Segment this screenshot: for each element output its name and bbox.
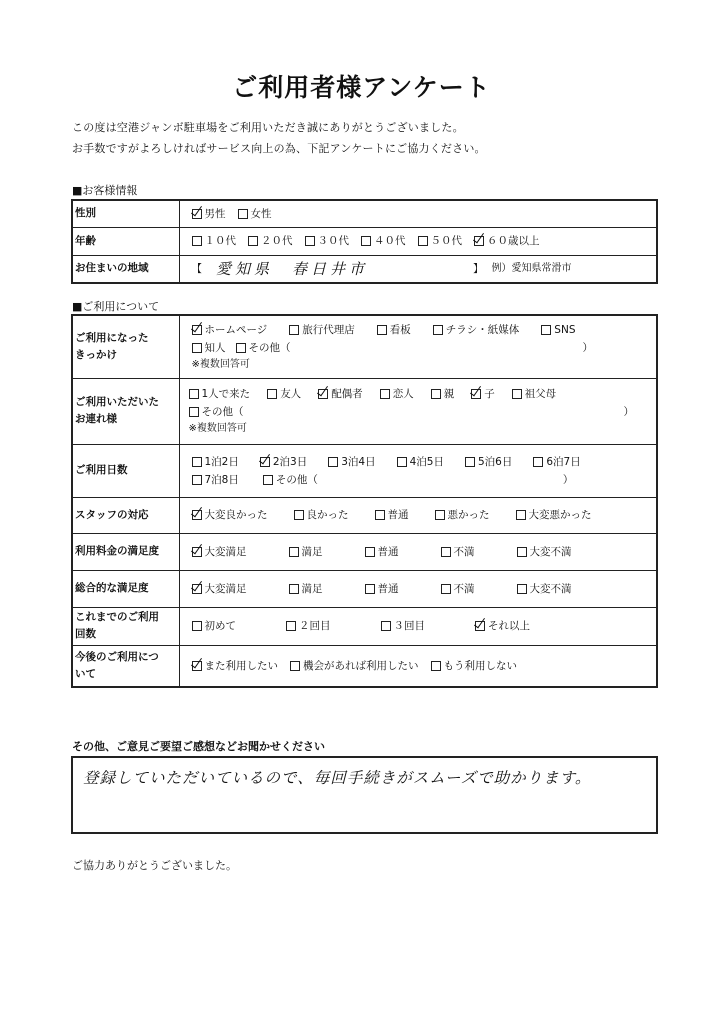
checkbox-label: 1人で来た — [201, 388, 251, 400]
staff-options — [192, 506, 657, 524]
days-options-line2-items — [192, 471, 318, 489]
checkbox-label: 悪かった — [447, 509, 490, 521]
checkbox-option[interactable] — [431, 385, 455, 403]
checkbox-label: チラシ・紙媒体 — [445, 323, 520, 336]
checkbox-label: 7泊8日 — [204, 473, 239, 486]
checkbox-label: 2泊3日 — [272, 455, 308, 468]
checkbox-icon[interactable] — [517, 547, 527, 557]
checkbox-label: 大変不満 — [529, 545, 572, 558]
checked-checkbox-icon[interactable] — [260, 457, 270, 467]
checkbox-option[interactable] — [397, 453, 444, 471]
checkbox-label: 友人 — [280, 388, 302, 400]
checkbox-option[interactable] — [236, 339, 291, 357]
checkbox-option[interactable] — [192, 232, 237, 250]
checkbox-icon[interactable] — [381, 621, 391, 631]
checkbox-option[interactable] — [289, 580, 323, 598]
history-label-line1: これまでのご利用 — [75, 611, 159, 623]
age-label: 年齢 — [72, 227, 179, 255]
checkbox-option[interactable] — [290, 657, 419, 675]
checkbox-label: 普通 — [377, 582, 399, 595]
checkbox-icon[interactable] — [431, 661, 441, 671]
checkbox-option[interactable] — [192, 453, 239, 471]
checkbox-icon[interactable] — [465, 457, 475, 467]
checkbox-icon[interactable] — [192, 343, 202, 353]
checkbox-option[interactable] — [517, 580, 572, 598]
companions-options-line1 — [189, 385, 657, 403]
checkbox-option[interactable] — [248, 232, 293, 250]
checkbox-label: 看板 — [389, 323, 411, 336]
checkbox-icon[interactable] — [418, 236, 428, 246]
checked-checkbox-icon[interactable] — [475, 621, 485, 631]
checkbox-label: ６０歳以上 — [487, 235, 540, 247]
checkbox-label: 初めて — [204, 620, 236, 632]
checkbox-option[interactable] — [318, 385, 363, 403]
checkbox-icon[interactable] — [289, 325, 299, 335]
checkbox-label: 機会があれば利用したい — [303, 659, 419, 672]
checkbox-option[interactable] — [365, 580, 399, 598]
companions-options-line2 — [189, 403, 657, 421]
checked-checkbox-icon[interactable] — [318, 389, 328, 399]
checkbox-label: 満足 — [301, 582, 323, 595]
price-options — [192, 543, 657, 561]
checkbox-option[interactable] — [192, 471, 239, 489]
checkbox-option[interactable] — [305, 232, 350, 250]
checkbox-label: 大変不満 — [529, 582, 572, 595]
days-label: ご利用日数 — [72, 444, 179, 497]
comments-heading: その他、ご意見ご要望ご感想などお聞かせください — [72, 740, 325, 753]
usage-table — [71, 314, 658, 688]
checkbox-label: ２０代 — [261, 235, 293, 247]
checked-checkbox-icon[interactable] — [192, 209, 202, 219]
checkbox-option[interactable] — [517, 543, 572, 561]
checkbox-label: 良かった — [306, 509, 349, 521]
future-label-line2: いて — [75, 667, 96, 680]
checkbox-option[interactable] — [441, 543, 475, 561]
checkbox-label: ５０代 — [430, 235, 462, 247]
gender-label: 性別 — [72, 200, 179, 227]
checkbox-option[interactable] — [192, 205, 226, 223]
history-options — [192, 617, 657, 635]
checkbox-option[interactable] — [365, 543, 399, 561]
checkbox-label: 祖父母 — [524, 388, 557, 400]
checkbox-icon[interactable] — [267, 389, 277, 399]
checkbox-icon[interactable] — [263, 475, 273, 485]
checkbox-label: 大変良かった — [204, 509, 268, 521]
price-label: 利用料金の満足度 — [72, 533, 179, 570]
checked-checkbox-icon[interactable] — [474, 236, 484, 246]
checkbox-option[interactable] — [289, 543, 323, 561]
trigger-options-line2 — [192, 339, 657, 357]
checkbox-option[interactable] — [328, 453, 375, 471]
checkbox-label: 男性 — [204, 207, 226, 220]
checkbox-icon[interactable] — [328, 457, 338, 467]
checkbox-label: 1泊2日 — [204, 455, 239, 468]
checkbox-label: 配偶者 — [331, 388, 363, 400]
checked-checkbox-icon[interactable] — [471, 389, 481, 399]
checkbox-icon[interactable] — [533, 457, 543, 467]
trigger-close-paren: ） — [582, 341, 593, 354]
history-label — [72, 607, 179, 645]
checkbox-option[interactable] — [377, 321, 411, 339]
trigger-label — [72, 315, 179, 378]
checkbox-label: 6泊7日 — [546, 455, 581, 468]
checkbox-option[interactable] — [263, 471, 318, 489]
checkbox-label: 子 — [484, 388, 495, 400]
checkbox-option[interactable] — [192, 506, 268, 524]
survey-title: ご利用者様アンケート — [232, 73, 491, 102]
intro-line-1: この度は空港ジャンボ駐車場をご利用いただき誠にありがとうございました。 — [72, 121, 464, 134]
checkbox-option[interactable] — [294, 506, 349, 524]
checkbox-icon[interactable] — [541, 325, 551, 335]
overall-options — [192, 580, 657, 598]
customer-info-table — [71, 199, 658, 284]
checkbox-option[interactable] — [375, 506, 409, 524]
comments-text: 登録していただいているので、毎回手続きがスムーズで助かります。 — [83, 769, 592, 787]
checkbox-label: ３回目 — [393, 620, 425, 632]
trigger-note: ※複数回答可 — [191, 358, 250, 370]
checkbox-icon[interactable] — [248, 236, 258, 246]
checkbox-icon[interactable] — [375, 510, 385, 520]
region-input[interactable]: 愛知県 春日井市 — [216, 259, 369, 278]
companions-close-paren: ） — [623, 406, 634, 418]
overall-label: 総合的な満足度 — [72, 570, 179, 607]
checkbox-option[interactable] — [286, 617, 331, 635]
checkbox-option[interactable] — [474, 232, 540, 250]
checkbox-label: 大変満足 — [204, 582, 247, 595]
checkbox-option[interactable] — [441, 580, 475, 598]
checkbox-option[interactable] — [192, 339, 226, 357]
checkbox-label: 女性 — [250, 207, 272, 220]
checkbox-label: 4泊5日 — [409, 455, 444, 468]
checkbox-option[interactable] — [189, 403, 244, 421]
region-open-bracket: 【 — [191, 262, 202, 275]
trigger-label-line2: きっかけ — [75, 348, 117, 361]
checkbox-label: その他（ — [275, 473, 318, 486]
checkbox-icon[interactable] — [380, 389, 390, 399]
companions-note: ※複数回答可 — [188, 423, 247, 434]
checkbox-label: 3泊4日 — [341, 455, 376, 468]
checkbox-icon[interactable] — [238, 209, 248, 219]
checkbox-label: 満足 — [301, 545, 323, 558]
days-options-line1 — [192, 453, 657, 471]
checkbox-label: ３０代 — [317, 235, 349, 247]
trigger-options-line2-items — [192, 339, 291, 357]
checkbox-label: もう利用しない — [443, 659, 517, 672]
checkbox-icon[interactable] — [512, 389, 522, 399]
region-example: 例）愛知県常滑市 — [491, 262, 572, 274]
checkbox-option[interactable] — [380, 385, 414, 403]
companions-options-line2-items — [189, 403, 244, 421]
checkbox-option[interactable] — [192, 543, 247, 561]
checkbox-label: 不満 — [453, 545, 475, 558]
checkbox-label: 普通 — [387, 509, 409, 521]
checkbox-label: １０代 — [204, 235, 236, 247]
checked-checkbox-icon[interactable] — [192, 510, 202, 520]
checkbox-icon[interactable] — [397, 457, 407, 467]
checkbox-label: ホームページ — [204, 323, 268, 336]
checkbox-label: 大変満足 — [204, 545, 247, 558]
checkbox-label: 恋人 — [392, 388, 414, 400]
checkbox-label: 旅行代理店 — [302, 323, 355, 336]
checkbox-label: その他（ — [201, 406, 244, 418]
checkbox-option[interactable] — [238, 205, 272, 223]
checkbox-option[interactable] — [433, 321, 520, 339]
checkbox-option[interactable] — [516, 506, 592, 524]
checkbox-option[interactable] — [192, 617, 237, 635]
region-close-bracket: 】 — [473, 262, 484, 275]
checkbox-option[interactable] — [471, 385, 495, 403]
region-label: お住まいの地域 — [72, 255, 179, 283]
trigger-options-line1 — [192, 321, 657, 339]
trigger-label-line1: ご利用になった — [75, 331, 149, 344]
checkbox-option[interactable] — [512, 385, 557, 403]
checkbox-option[interactable] — [541, 321, 575, 339]
checked-checkbox-icon[interactable] — [192, 547, 202, 557]
companions-label-line2: お連れ様 — [75, 413, 117, 425]
checkbox-label: ４０代 — [374, 235, 406, 247]
region-row — [192, 260, 657, 278]
companions-label — [72, 378, 179, 444]
checkbox-option[interactable] — [418, 232, 463, 250]
checkbox-icon[interactable] — [192, 621, 202, 631]
checkbox-icon[interactable] — [365, 547, 375, 557]
gender-options — [192, 205, 657, 223]
checkbox-icon[interactable] — [516, 510, 526, 520]
days-close-paren: ） — [562, 473, 574, 486]
checkbox-label: 不満 — [453, 582, 475, 595]
checkbox-icon[interactable] — [435, 510, 445, 520]
checkbox-icon[interactable] — [289, 547, 299, 557]
checkbox-icon[interactable] — [189, 389, 199, 399]
checkbox-icon[interactable] — [361, 236, 371, 246]
checkbox-icon[interactable] — [365, 584, 375, 594]
customer-section-heading: ■お客様情報 — [72, 184, 138, 197]
checkbox-icon[interactable] — [189, 407, 199, 417]
checkbox-icon[interactable] — [236, 343, 246, 353]
checkbox-icon[interactable] — [289, 584, 299, 594]
checkbox-icon[interactable] — [433, 325, 443, 335]
checkbox-icon[interactable] — [290, 661, 300, 671]
intro-line-2: お手数ですがよろしければサービス向上の為、下記アンケートにご協力ください。 — [72, 142, 486, 155]
checkbox-option[interactable] — [475, 617, 530, 635]
checkbox-option[interactable] — [431, 657, 518, 675]
companions-label-line1: ご利用いただいた — [75, 396, 159, 408]
checkbox-option[interactable] — [435, 506, 490, 524]
checkbox-option[interactable] — [267, 385, 301, 403]
checkbox-option[interactable] — [192, 321, 268, 339]
checkbox-label: また利用したい — [204, 659, 278, 672]
checked-checkbox-icon[interactable] — [192, 325, 202, 335]
checkbox-icon[interactable] — [192, 457, 202, 467]
checkbox-icon[interactable] — [294, 510, 304, 520]
checked-checkbox-icon[interactable] — [192, 584, 202, 594]
checkbox-icon[interactable] — [441, 584, 451, 594]
comments-box[interactable] — [71, 756, 658, 834]
checkbox-label: その他（ — [248, 341, 291, 354]
checkbox-option[interactable] — [289, 321, 355, 339]
checkbox-option[interactable] — [192, 657, 279, 675]
checkbox-label: それ以上 — [488, 620, 530, 632]
checkbox-label: 大変悪かった — [528, 509, 592, 521]
checked-checkbox-icon[interactable] — [192, 661, 202, 671]
checkbox-label: SNS — [554, 323, 576, 336]
checkbox-label: 知人 — [204, 341, 226, 354]
future-label-line1: 今後のご利用につ — [75, 650, 159, 663]
checkbox-icon[interactable] — [286, 621, 296, 631]
checkbox-option[interactable] — [192, 580, 247, 598]
checkbox-option[interactable] — [533, 453, 580, 471]
checkbox-option[interactable] — [189, 385, 251, 403]
checkbox-option[interactable] — [361, 232, 406, 250]
future-options — [192, 657, 657, 675]
age-options — [192, 232, 657, 250]
days-options-line2 — [192, 471, 657, 489]
closing-message: ご協力ありがとうございました。 — [72, 859, 237, 872]
checkbox-icon[interactable] — [192, 236, 202, 246]
checkbox-option[interactable] — [260, 453, 307, 471]
checkbox-icon[interactable] — [192, 475, 202, 485]
usage-section-heading: ■ご利用について — [72, 300, 160, 313]
checkbox-icon[interactable] — [441, 547, 451, 557]
staff-label: スタッフの対応 — [72, 497, 179, 533]
checkbox-label: 5泊6日 — [478, 455, 513, 468]
checkbox-label: ２回目 — [299, 620, 331, 632]
future-label — [72, 645, 179, 687]
checkbox-label: 親 — [443, 388, 455, 400]
checkbox-icon[interactable] — [377, 325, 387, 335]
checkbox-option[interactable] — [465, 453, 512, 471]
history-label-line2: 回数 — [75, 628, 96, 640]
checkbox-icon[interactable] — [517, 584, 527, 594]
checkbox-option[interactable] — [381, 617, 426, 635]
checkbox-icon[interactable] — [305, 236, 315, 246]
checkbox-label: 普通 — [377, 545, 399, 558]
checkbox-icon[interactable] — [431, 389, 441, 399]
